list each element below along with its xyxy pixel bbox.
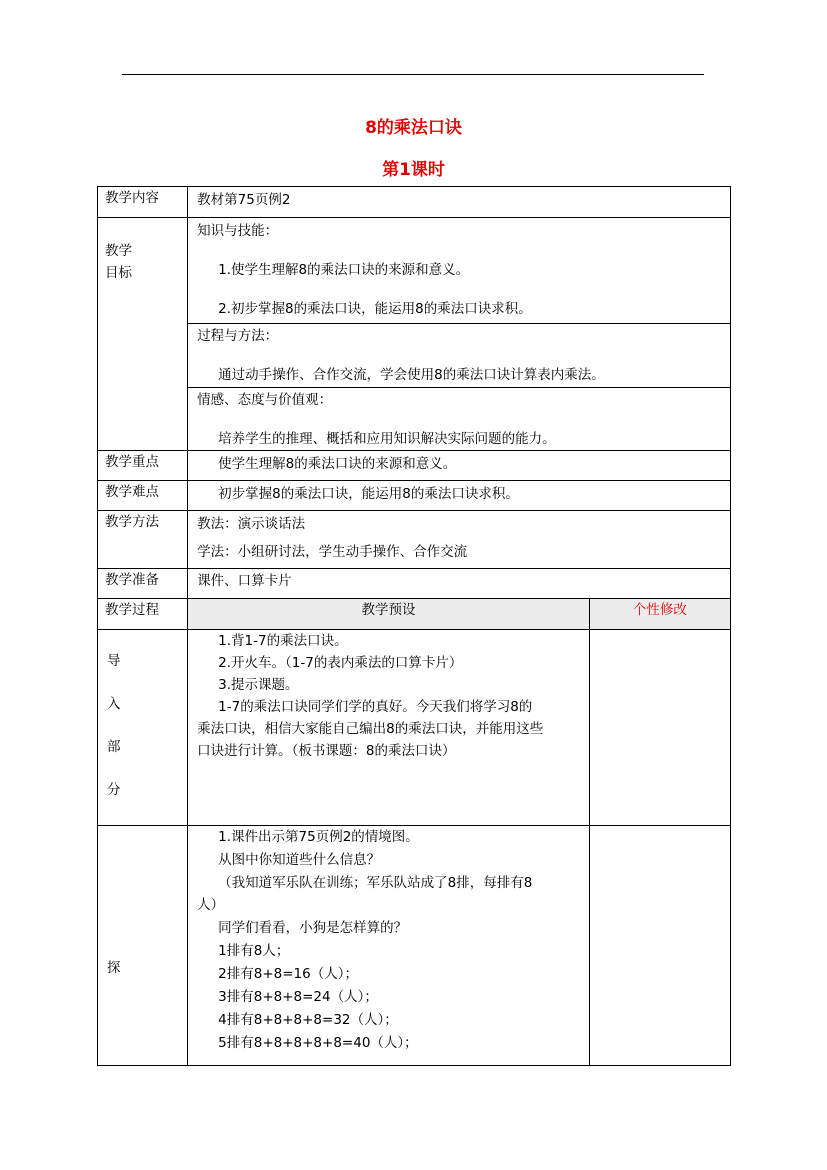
row-objectives-process [98, 324, 731, 388]
label-method: 教学方法 [98, 511, 188, 569]
row-process-header [98, 599, 731, 630]
label-process: 教学过程 [98, 599, 188, 630]
header-plan: 教学预设 [188, 599, 590, 630]
objectives-process: 过程与方法： 通过动手操作、合作交流，学会使用8的乘法口诀计算表内乘法。 [188, 324, 731, 388]
row-objectives [98, 218, 731, 324]
intro-modify [589, 630, 730, 826]
value-method: 教法：演示谈话法 学法：小组研讨法，学生动手操作、合作交流 [188, 511, 731, 569]
document-title: 8的乘法口诀 [365, 118, 462, 138]
row-method [98, 511, 731, 569]
explore-modify [589, 826, 730, 1066]
label-objectives: 教学 目标 [98, 218, 188, 451]
objectives-emotion: 情感、态度与价值观： 培养学生的推理、概括和应用知识解决实际问题的能力。 [188, 388, 731, 451]
explore-plan: 1.课件出示第75页例2的情境图。 从图中你知道些什么信息？ （我知道军乐队在训练；军乐队站成了8排，每排有8 人） 同学们看看，小狗是怎样算的？ 1排有8人； 2排有8+8=16（人）； 3排有8+8+8=24（人）； 4排有8+8+8+8=32（人）； 5排有8+8+8+8+8=40（人）； [188, 826, 590, 1066]
label-explore: 探 [98, 826, 188, 1066]
value-key: 使学生理解8的乘法口诀的来源和意义。 [188, 451, 731, 481]
row-objectives-emotion [98, 388, 731, 451]
value-prep: 课件、口算卡片 [188, 569, 731, 599]
objectives-knowledge: 知识与技能： 1.使学生理解8的乘法口诀的来源和意义。 2.初步掌握8的乘法口诀，能运用8的乘法口诀求积。 [188, 218, 731, 324]
intro-plan: 1.背1-7的乘法口诀。 2.开火车。（1-7的表内乘法的口算卡片） 3.提示课题。 1-7的乘法口诀同学们学的真好。今天我们将学习8的 乘法口诀，相信大家能自己编出8的乘法口诀，并能用这些 口诀进行计算。（板书课题：8的乘法口诀） [188, 630, 590, 826]
label-prep: 教学准备 [98, 569, 188, 599]
header-modify: 个性修改 [589, 599, 730, 630]
row-key [98, 451, 731, 481]
row-prep [98, 569, 731, 599]
row-explore [98, 826, 731, 1066]
label-key: 教学重点 [98, 451, 188, 481]
row-intro [98, 630, 731, 826]
row-content [98, 187, 731, 218]
label-difficulty: 教学难点 [98, 481, 188, 511]
header-rule [122, 74, 704, 75]
label-content: 教学内容 [98, 187, 188, 218]
document-subtitle: 第1课时 [382, 160, 445, 180]
row-difficulty [98, 481, 731, 511]
value-difficulty: 初步掌握8的乘法口诀，能运用8的乘法口诀求积。 [188, 481, 731, 511]
value-content: 教材第75页例2 [188, 187, 731, 218]
label-intro: 导 入 部 分 [98, 630, 188, 826]
lesson-plan-table [97, 186, 731, 1066]
